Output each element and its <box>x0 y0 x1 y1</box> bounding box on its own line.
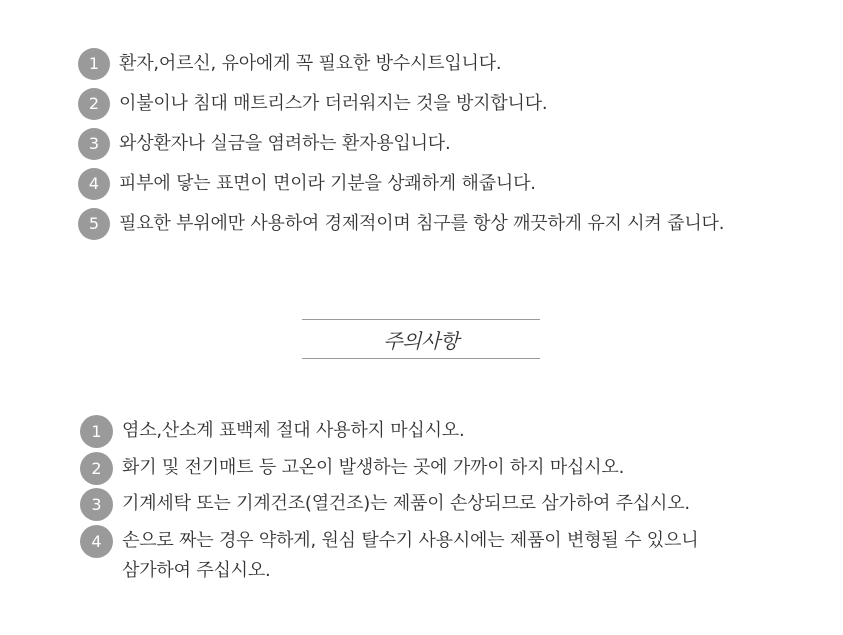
caution-item <box>80 488 698 525</box>
caution-text: 기계세탁 또는 기계건조(열건조)는 제품이 손상되므로 삼가하여 주십시오. <box>122 493 690 514</box>
caution-list <box>80 415 699 581</box>
feature-item <box>78 48 724 88</box>
feature-item <box>78 128 724 168</box>
caution-item <box>80 415 698 452</box>
feature-text: 이불이나 침대 매트리스가 더러워지는 것을 방지합니다. <box>119 93 548 114</box>
feature-text: 피부에 닿는 표면이 면이라 기분을 상쾌하게 해줍니다. <box>119 173 536 194</box>
feature-list <box>78 48 724 248</box>
feature-text: 와상환자나 실금을 염려하는 환자용입니다. <box>119 133 451 154</box>
feature-item <box>78 88 724 128</box>
caution-text: 화기 및 전기매트 등 고온이 발생하는 곳에 가까이 하지 마십시오. <box>122 456 625 478</box>
number-badge: 3 <box>78 128 110 160</box>
number-badge: 2 <box>78 88 110 120</box>
caution-item <box>80 452 698 489</box>
number-badge: 1 <box>80 415 113 448</box>
feature-item <box>78 168 724 208</box>
number-badge: 2 <box>80 452 113 485</box>
notice-title: 주의사항 <box>383 328 459 353</box>
notice-heading <box>302 319 540 359</box>
caution-item <box>80 525 699 581</box>
caution-text: 손으로 짜는 경우 약하게, 원심 탈수기 사용시에는 제품이 변형될 수 있으니 삼가하여 주십시오. <box>122 529 699 581</box>
feature-text: 필요한 부위에만 사용하여 경제적이며 침구를 항상 깨끗하게 유지 시켜 줍니다. <box>119 213 725 234</box>
feature-item <box>78 208 724 248</box>
caution-text: 염소,산소계 표백제 절대 사용하지 마십시오. <box>122 420 465 441</box>
number-badge: 4 <box>80 525 113 558</box>
number-badge: 4 <box>78 168 110 200</box>
feature-text: 환자,어르신, 유아에게 꼭 필요한 방수시트입니다. <box>119 53 502 74</box>
number-badge: 3 <box>80 488 113 521</box>
number-badge: 5 <box>78 208 110 240</box>
number-badge: 1 <box>78 48 110 80</box>
